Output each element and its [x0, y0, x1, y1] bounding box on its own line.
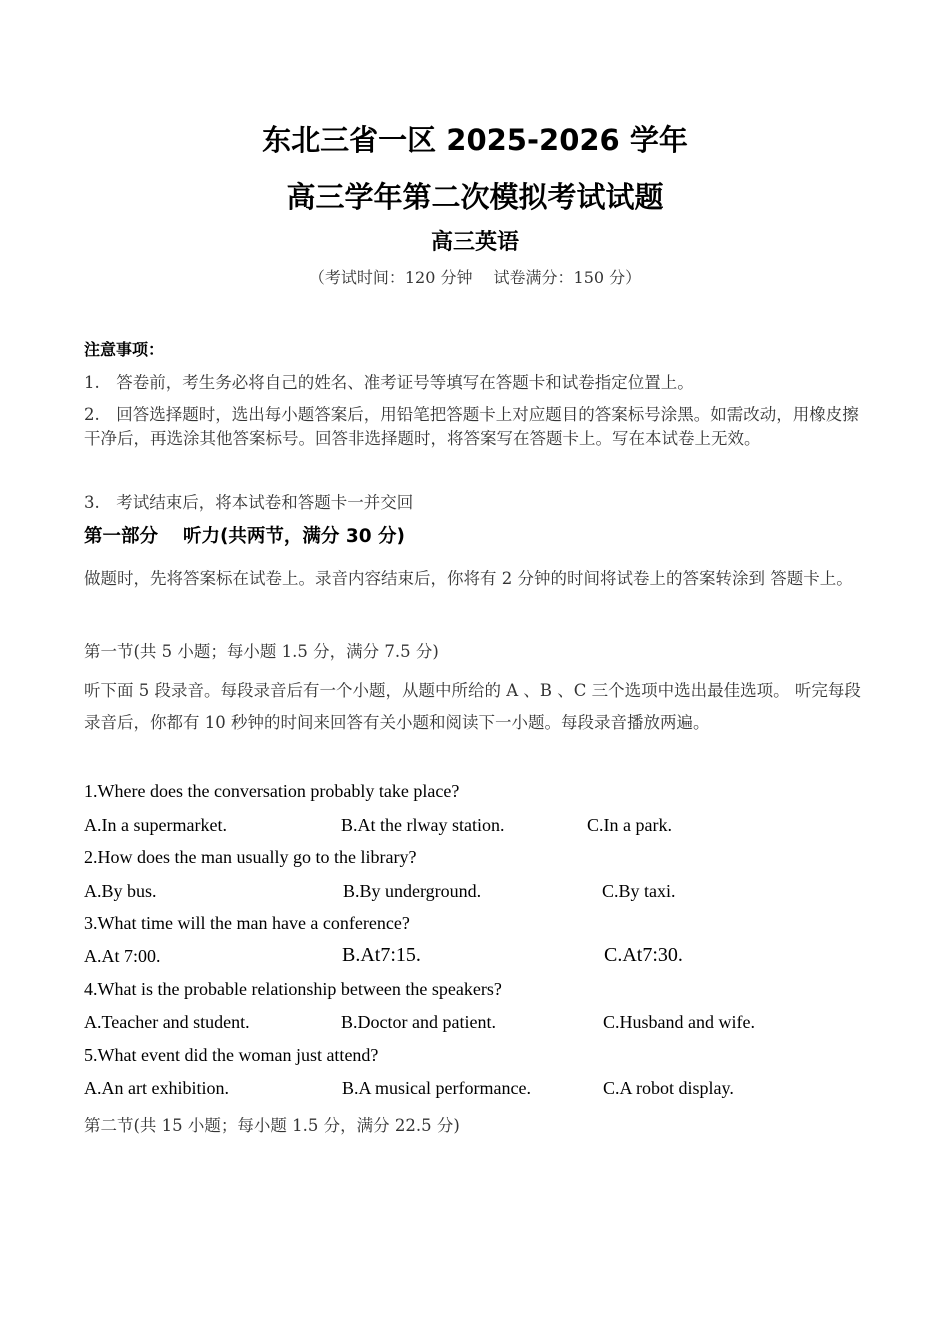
q1-option-a: A.In a supermarket.: [84, 815, 227, 835]
q1-option-c: C.In a park.: [587, 815, 672, 835]
exam-subject: 高三英语: [430, 230, 519, 255]
question-5: 5.What event did the woman just attend?: [84, 1045, 379, 1065]
notice-item-3: 3. 考试结束后，将本试卷和答题卡一并交回: [84, 493, 414, 512]
q2-option-b: B.By underground.: [343, 881, 482, 901]
q3-option-c: C.At7:30.: [604, 944, 683, 966]
q3-option-b: B.At7:15.: [342, 944, 421, 966]
q2-option-c: C.By taxi.: [602, 881, 676, 901]
question-1: 1.Where does the conversation probably take place?: [84, 781, 460, 801]
q1-option-b: B.At the rlway station.: [341, 815, 505, 835]
section1-instructions: 听下面 5 段录音。每段录音后有一个小题，从题中所给的 A 、B 、C 三个选项中选出最佳选项。 听完每段录音后，你都有 10 秒钟的时间来回答有关小题和阅读下一小题。每段录音播放两遍。: [84, 681, 861, 732]
q5-option-b: B.A musical performance.: [342, 1078, 531, 1098]
notice-item-2: 2. 回答选择题时，选出每小题答案后，用铅笔把答题卡上对应题目的答案标号涂黑。如需改动，用橡皮擦干净后，再选涂其他答案标号。回答非选择题时，将答案写在答题卡上。写在本试卷上无效。: [84, 405, 859, 448]
q5-option-c: C.A robot display.: [603, 1078, 734, 1098]
section1-heading: 第一节(共 5 小题；每小题 1.5 分，满分 7.5 分): [84, 642, 439, 661]
q3-option-a: A.At 7:00.: [84, 946, 161, 966]
q4-option-c: C.Husband and wife.: [603, 1012, 755, 1032]
question-2: 2.How does the man usually go to the library?: [84, 847, 417, 867]
q4-option-b: B.Doctor and patient.: [341, 1012, 496, 1032]
q2-option-a: A.By bus.: [84, 881, 157, 901]
exam-title-line1: 东北三省一区 2025-2026 学年: [262, 123, 688, 157]
q5-option-a: A.An art exhibition.: [84, 1078, 229, 1098]
question-4: 4.What is the probable relationship between the speakers?: [84, 979, 502, 999]
exam-info: （考试时间：120 分钟 试卷满分：150 分）: [308, 268, 642, 287]
part1-intro: 做题时，先将答案标在试卷上。录音内容结束后，你将有 2 分钟的时间将试卷上的答案转涂到 答题卡上。: [84, 569, 853, 588]
section2-heading: 第二节(共 15 小题；每小题 1.5 分，满分 22.5 分): [84, 1116, 460, 1135]
notice-heading: 注意事项：: [84, 340, 165, 359]
question-3: 3.What time will the man have a conference?: [84, 913, 410, 933]
q4-option-a: A.Teacher and student.: [84, 1012, 250, 1032]
notice-item-1: 1. 答卷前，考生务必将自己的姓名、准考证号等填写在答题卡和试卷指定位置上。: [84, 373, 694, 392]
part1-heading: 第一部分 听力(共两节，满分 30 分): [84, 526, 405, 547]
exam-title-line2: 高三学年第二次模拟考试试题: [286, 180, 664, 214]
